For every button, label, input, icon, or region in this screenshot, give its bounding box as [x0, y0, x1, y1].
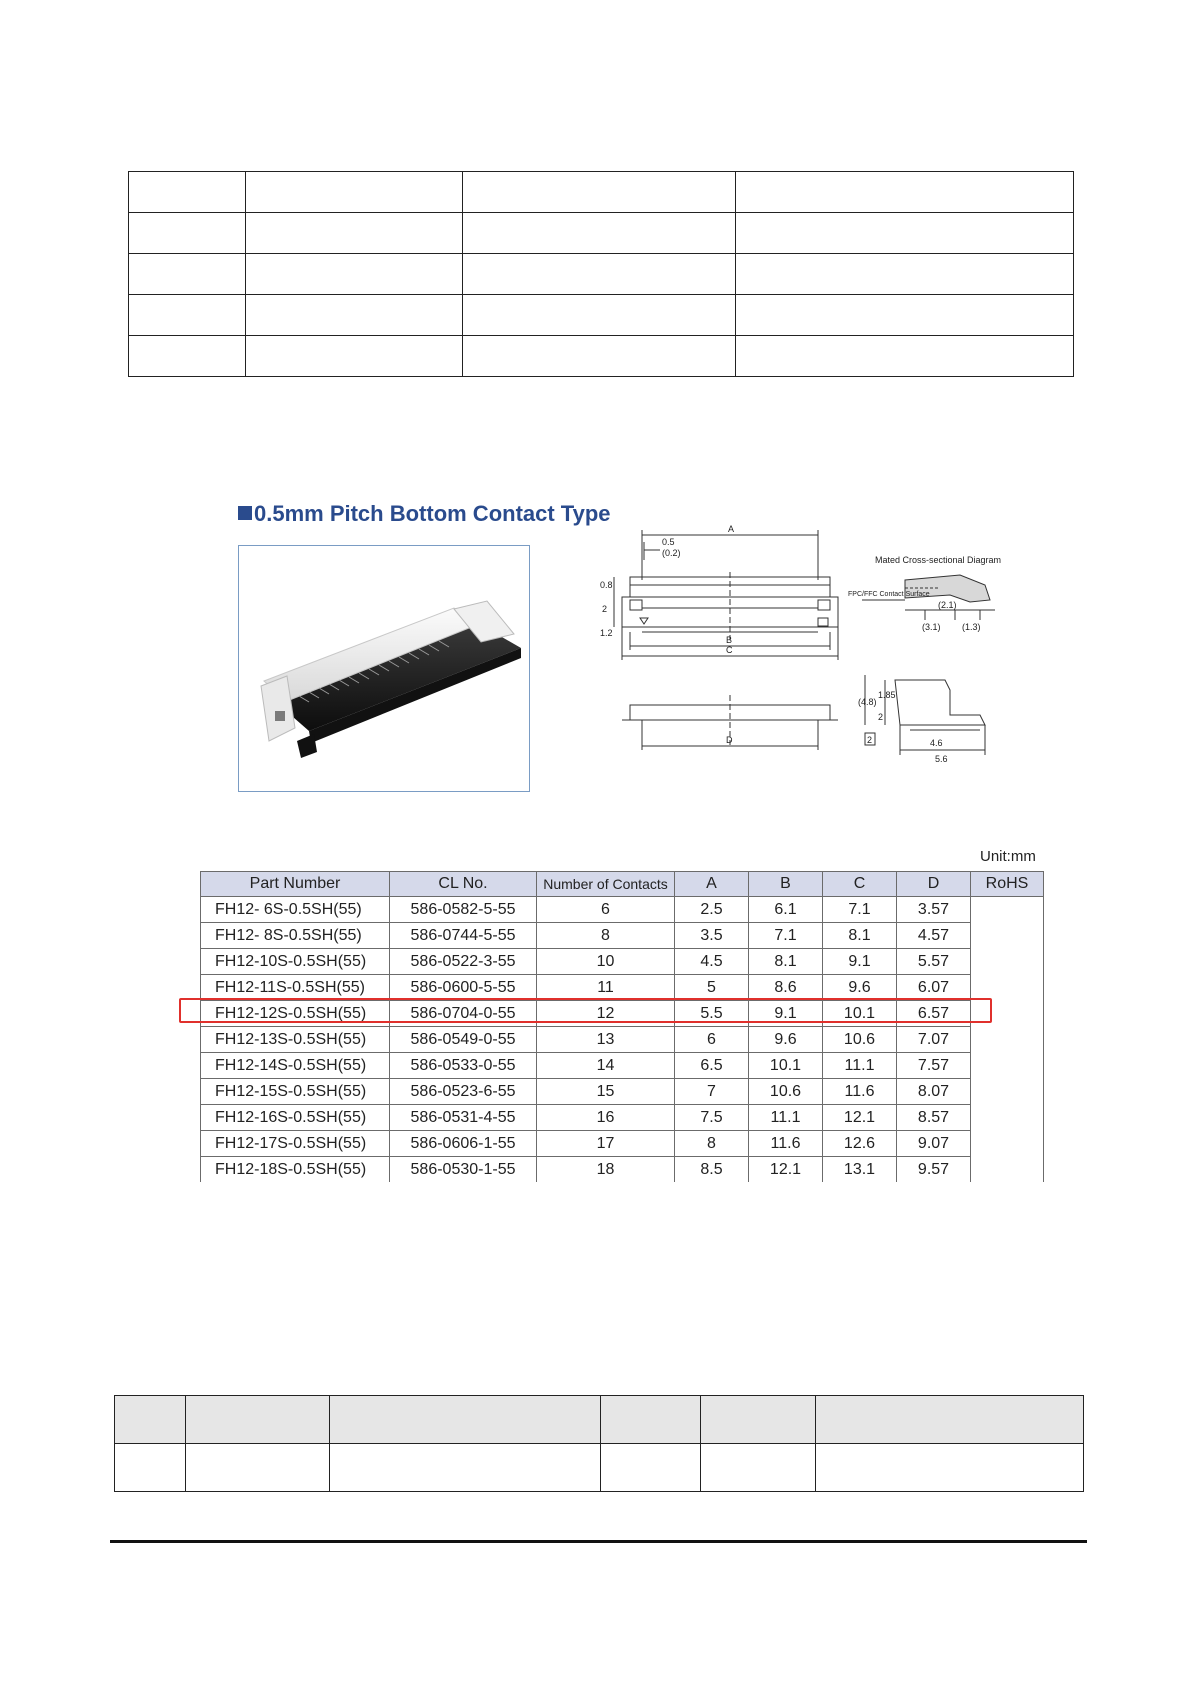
table-row: [129, 295, 1074, 336]
cl-no-cell: 586-0600-5-55: [390, 975, 537, 1001]
part-number-cell: FH12-14S-0.5SH(55): [201, 1053, 390, 1079]
table-cell: [129, 254, 246, 295]
a-cell: 6: [675, 1027, 749, 1053]
table-row-highlighted: [201, 1001, 1044, 1027]
table-header-row: [115, 1396, 1084, 1444]
table-row: [129, 172, 1074, 213]
table-row: [201, 1053, 1044, 1079]
table-cell: [816, 1444, 1084, 1492]
square-bullet-icon: [238, 506, 252, 520]
a-cell: 8.5: [675, 1157, 749, 1183]
cl-no-cell: 586-0704-0-55: [390, 1001, 537, 1027]
part-number-cell: FH12-10S-0.5SH(55): [201, 949, 390, 975]
b-cell: 10.6: [749, 1079, 823, 1105]
table-cell: [462, 213, 736, 254]
table-row: [201, 1157, 1044, 1183]
table-row: [201, 975, 1044, 1001]
d-cell: 8.07: [897, 1079, 971, 1105]
c-cell: 8.1: [823, 923, 897, 949]
contacts-cell: 8: [537, 923, 675, 949]
section-title-text: 0.5mm Pitch Bottom Contact Type: [254, 501, 611, 526]
dim-5-6-label: 5.6: [935, 754, 948, 764]
cl-no-cell: 586-0523-6-55: [390, 1079, 537, 1105]
part-number-cell: FH12-16S-0.5SH(55): [201, 1105, 390, 1131]
d-cell: 8.57: [897, 1105, 971, 1131]
a-cell: 2.5: [675, 897, 749, 923]
dim-1-2-label: 1.2: [600, 628, 613, 638]
dim-c-label: C: [726, 645, 733, 655]
dim-1-85-label: 1.85: [878, 690, 896, 700]
d-cell: 9.57: [897, 1157, 971, 1183]
part-number-cell: FH12- 8S-0.5SH(55): [201, 923, 390, 949]
c-cell: 11.1: [823, 1053, 897, 1079]
cl-no-cell: 586-0530-1-55: [390, 1157, 537, 1183]
a-cell: 7: [675, 1079, 749, 1105]
part-number-cell: FH12-13S-0.5SH(55): [201, 1027, 390, 1053]
contacts-cell: 15: [537, 1079, 675, 1105]
table-row: [201, 1105, 1044, 1131]
cl-no-cell: 586-0549-0-55: [390, 1027, 537, 1053]
c-cell: 12.1: [823, 1105, 897, 1131]
b-cell: 9.6: [749, 1027, 823, 1053]
table-cell: [129, 172, 246, 213]
dim-3-1-label: (3.1): [922, 622, 941, 632]
table-row: [201, 949, 1044, 975]
table-row: [129, 336, 1074, 377]
table-row: [115, 1444, 1084, 1492]
c-cell: 11.6: [823, 1079, 897, 1105]
c-cell: 9.1: [823, 949, 897, 975]
b-cell: 9.1: [749, 1001, 823, 1027]
cl-no-cell: 586-0582-5-55: [390, 897, 537, 923]
col-header-part-number: Part Number: [201, 872, 390, 897]
cl-no-cell: 586-0533-0-55: [390, 1053, 537, 1079]
dimension-drawing: [600, 520, 1080, 840]
col-header-d: D: [897, 872, 971, 897]
table-cell: [462, 336, 736, 377]
cl-no-cell: 586-0744-5-55: [390, 923, 537, 949]
table-cell: [115, 1444, 186, 1492]
table-cell: [245, 254, 462, 295]
d-cell: 7.57: [897, 1053, 971, 1079]
part-number-cell: FH12-18S-0.5SH(55): [201, 1157, 390, 1183]
a-cell: 6.5: [675, 1053, 749, 1079]
table-cell: [462, 172, 736, 213]
table-cell: [245, 295, 462, 336]
table-cell: [329, 1396, 601, 1444]
a-cell: 3.5: [675, 923, 749, 949]
dim-1-3-label: (1.3): [962, 622, 981, 632]
contacts-cell: 17: [537, 1131, 675, 1157]
table-cell: [129, 295, 246, 336]
col-header-c: C: [823, 872, 897, 897]
d-cell: 6.57: [897, 1001, 971, 1027]
section-title: [238, 501, 611, 527]
contacts-cell: 18: [537, 1157, 675, 1183]
col-header-cl-no: CL No.: [390, 872, 537, 897]
cross-section-title: Mated Cross-sectional Diagram: [875, 555, 1002, 565]
table-cell: [185, 1444, 329, 1492]
table-cell: [736, 254, 1074, 295]
table-cell: [185, 1396, 329, 1444]
table-cell: [701, 1396, 816, 1444]
contacts-cell: 14: [537, 1053, 675, 1079]
part-number-cell: FH12-12S-0.5SH(55): [201, 1001, 390, 1027]
contacts-cell: 13: [537, 1027, 675, 1053]
part-number-cell: FH12-15S-0.5SH(55): [201, 1079, 390, 1105]
table-cell: [736, 295, 1074, 336]
c-cell: 10.6: [823, 1027, 897, 1053]
table-cell: [245, 172, 462, 213]
d-cell: 3.57: [897, 897, 971, 923]
a-cell: 8: [675, 1131, 749, 1157]
table-row: [201, 923, 1044, 949]
dim-2-label: 2: [602, 604, 608, 614]
marker-label: 2: [867, 735, 873, 745]
a-cell: 5: [675, 975, 749, 1001]
d-cell: 5.57: [897, 949, 971, 975]
table-cell: [736, 336, 1074, 377]
connector-image: [239, 546, 529, 791]
pitch-sub-label: (0.2): [662, 548, 681, 558]
a-cell: 5.5: [675, 1001, 749, 1027]
dim-4-6-label: 4.6: [930, 738, 943, 748]
col-header-rohs: RoHS: [971, 872, 1044, 897]
contacts-cell: 12: [537, 1001, 675, 1027]
table-cell: [329, 1444, 601, 1492]
table-cell: [129, 336, 246, 377]
table-header-row: [201, 872, 1044, 897]
b-cell: 10.1: [749, 1053, 823, 1079]
unit-label: Unit:mm: [980, 848, 1036, 865]
dim-a-label: A: [728, 524, 735, 534]
c-cell: 7.1: [823, 897, 897, 923]
table-row: [201, 1131, 1044, 1157]
table-cell: [816, 1396, 1084, 1444]
table-row: [201, 1027, 1044, 1053]
cl-no-cell: 586-0606-1-55: [390, 1131, 537, 1157]
c-cell: 12.6: [823, 1131, 897, 1157]
b-cell: 8.1: [749, 949, 823, 975]
c-cell: 10.1: [823, 1001, 897, 1027]
pitch-label: 0.5: [662, 537, 675, 547]
d-cell: 4.57: [897, 923, 971, 949]
product-photo: [238, 545, 530, 792]
col-header-a: A: [675, 872, 749, 897]
dim-2-side-label: 2: [878, 712, 884, 722]
bottom-empty-table: [114, 1395, 1084, 1492]
table-row: [129, 213, 1074, 254]
table-cell: [129, 213, 246, 254]
table-row: [129, 254, 1074, 295]
col-header-b: B: [749, 872, 823, 897]
contact-surface-label: FPC/FFC Contact Surface: [848, 591, 930, 598]
table-row: [201, 1079, 1044, 1105]
dim-2-1-label: (2.1): [938, 600, 957, 610]
b-cell: 7.1: [749, 923, 823, 949]
dim-d-label: D: [726, 735, 733, 745]
contacts-cell: 16: [537, 1105, 675, 1131]
footer-rule: [110, 1540, 1087, 1543]
d-cell: 6.07: [897, 975, 971, 1001]
rohs-cell: [971, 897, 1044, 1183]
c-cell: 13.1: [823, 1157, 897, 1183]
b-cell: 12.1: [749, 1157, 823, 1183]
dim-b-label: B: [726, 635, 733, 645]
table-cell: [115, 1396, 186, 1444]
part-number-cell: FH12- 6S-0.5SH(55): [201, 897, 390, 923]
col-header-contacts: Number of Contacts: [537, 872, 675, 897]
a-cell: 4.5: [675, 949, 749, 975]
contacts-cell: 10: [537, 949, 675, 975]
table-cell: [736, 172, 1074, 213]
cl-no-cell: 586-0522-3-55: [390, 949, 537, 975]
contacts-cell: 6: [537, 897, 675, 923]
contacts-cell: 11: [537, 975, 675, 1001]
table-row: [201, 897, 1044, 923]
table-cell: [601, 1396, 701, 1444]
top-empty-table: [128, 171, 1074, 377]
a-cell: 7.5: [675, 1105, 749, 1131]
table-cell: [736, 213, 1074, 254]
c-cell: 9.6: [823, 975, 897, 1001]
table-cell: [601, 1444, 701, 1492]
table-cell: [701, 1444, 816, 1492]
b-cell: 6.1: [749, 897, 823, 923]
table-cell: [245, 336, 462, 377]
d-cell: 7.07: [897, 1027, 971, 1053]
b-cell: 11.1: [749, 1105, 823, 1131]
dim-4-8-label: (4.8): [858, 697, 877, 707]
part-number-cell: FH12-17S-0.5SH(55): [201, 1131, 390, 1157]
table-cell: [245, 213, 462, 254]
d-cell: 9.07: [897, 1131, 971, 1157]
table-cell: [462, 254, 736, 295]
spec-table: [200, 871, 1044, 1182]
part-number-cell: FH12-11S-0.5SH(55): [201, 975, 390, 1001]
b-cell: 11.6: [749, 1131, 823, 1157]
table-cell: [462, 295, 736, 336]
b-cell: 8.6: [749, 975, 823, 1001]
dim-0-8-label: 0.8: [600, 580, 613, 590]
cl-no-cell: 586-0531-4-55: [390, 1105, 537, 1131]
